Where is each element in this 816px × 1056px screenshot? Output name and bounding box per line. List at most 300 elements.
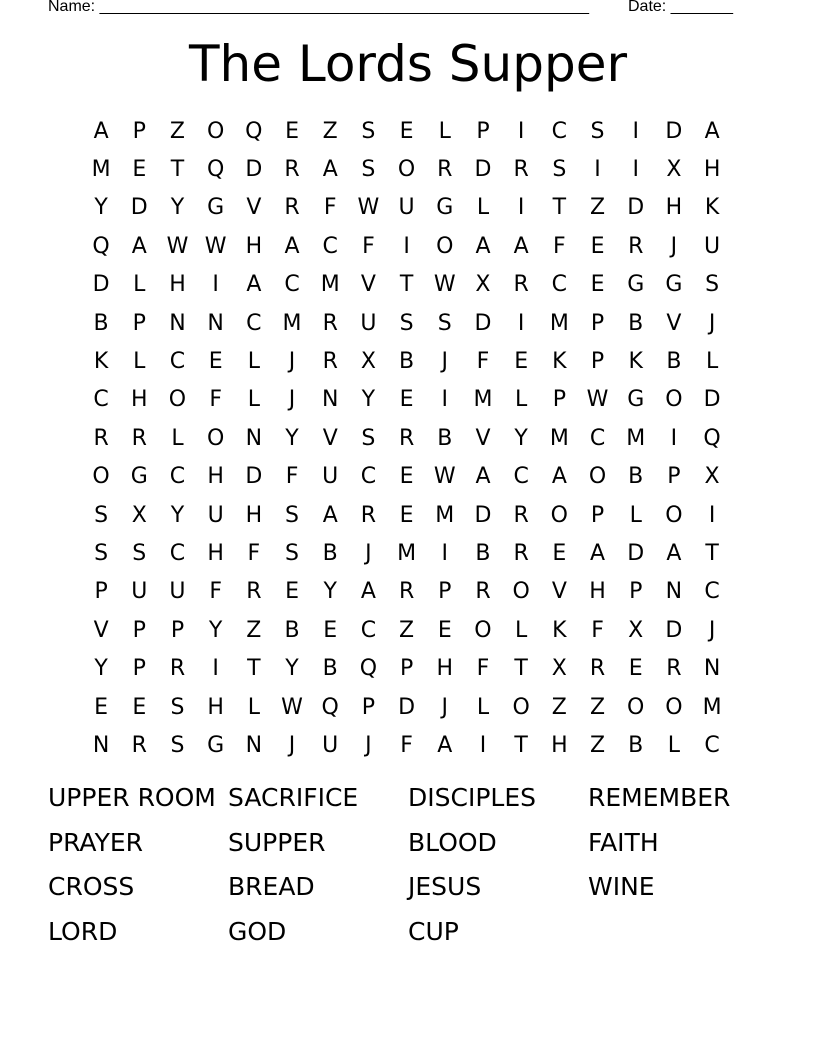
- word-list-item: REMEMBER: [588, 783, 731, 812]
- grid-cell: O: [588, 464, 607, 490]
- grid-cell: Q: [206, 157, 225, 183]
- grid-cell: P: [132, 617, 146, 643]
- grid-cell: P: [170, 617, 185, 643]
- grid-cell: I: [632, 118, 639, 144]
- grid-cell: I: [212, 656, 219, 682]
- grid-cell: L: [133, 349, 146, 375]
- grid-row: [82, 381, 731, 419]
- grid-cell: I: [441, 387, 449, 413]
- grid-cell: D: [245, 157, 263, 183]
- grid-cell: C: [704, 579, 720, 605]
- grid-cell: M: [626, 425, 646, 451]
- grid-cell: I: [212, 272, 219, 298]
- grid-cell: C: [322, 233, 338, 259]
- grid-cell: M: [397, 540, 417, 566]
- grid-cell: J: [288, 732, 296, 758]
- grid-row: [82, 304, 731, 342]
- word-list: [48, 780, 768, 958]
- grid-cell: M: [320, 272, 340, 298]
- grid-cell: L: [171, 425, 184, 451]
- grid-cell: Z: [551, 694, 567, 720]
- grid-cell: D: [665, 118, 683, 144]
- grid-cell: N: [207, 310, 224, 336]
- grid-cell: B: [93, 310, 109, 336]
- grid-cell: B: [322, 540, 338, 566]
- grid-cell: K: [552, 617, 567, 643]
- grid-row: [82, 573, 731, 611]
- grid-cell: B: [628, 732, 644, 758]
- grid-cell: N: [321, 387, 339, 413]
- grid-cell: H: [207, 694, 224, 720]
- grid-cell: E: [132, 157, 147, 183]
- word-list-item: UPPER ROOM: [48, 783, 216, 812]
- grid-cell: U: [131, 579, 148, 605]
- grid-cell: S: [399, 310, 414, 336]
- grid-cell: B: [437, 425, 453, 451]
- page-title: The Lords Supper: [188, 35, 628, 93]
- word-list-item: FAITH: [588, 827, 659, 857]
- grid-cell: Z: [589, 732, 606, 758]
- grid-cell: A: [93, 118, 109, 144]
- grid-cell: L: [476, 694, 490, 720]
- grid-cell: D: [130, 195, 148, 221]
- grid-cell: V: [93, 617, 109, 643]
- grid-cell: D: [398, 694, 416, 720]
- grid-cell: A: [475, 233, 491, 259]
- grid-cell: F: [209, 579, 222, 605]
- grid-cell: R: [284, 195, 300, 221]
- grid-cell: A: [437, 732, 453, 758]
- grid-cell: H: [551, 732, 568, 758]
- grid-cell: H: [169, 272, 186, 298]
- grid-cell: D: [92, 272, 110, 298]
- grid-cell: S: [170, 732, 185, 758]
- grid-cell: Z: [589, 694, 606, 720]
- grid-cell: C: [284, 272, 300, 298]
- grid-cell: E: [94, 694, 109, 720]
- grid-cell: O: [168, 387, 187, 413]
- grid-cell: E: [285, 579, 299, 605]
- grid-cell: S: [285, 540, 300, 566]
- grid-cell: O: [665, 387, 683, 413]
- grid-cell: R: [589, 656, 606, 682]
- grid-cell: A: [590, 540, 606, 566]
- grid-row: [82, 458, 731, 496]
- grid-cell: R: [513, 157, 529, 183]
- grid-cell: L: [247, 387, 260, 413]
- grid-cell: E: [399, 502, 414, 528]
- grid-cell: F: [362, 233, 375, 259]
- grid-cell: R: [131, 425, 147, 451]
- grid-cell: X: [551, 656, 567, 682]
- grid-cell: A: [360, 579, 376, 605]
- grid-cell: P: [438, 579, 452, 605]
- grid-cell: V: [246, 195, 262, 221]
- grid-cell: L: [476, 195, 490, 221]
- grid-cell: N: [245, 732, 263, 758]
- grid-cell: F: [400, 732, 413, 758]
- grid-cell: M: [91, 157, 111, 183]
- word-list-item: GOD: [228, 916, 287, 946]
- grid-cell: O: [512, 694, 530, 720]
- grid-cell: E: [208, 349, 223, 375]
- grid-cell: A: [246, 272, 262, 298]
- grid-cell: B: [666, 349, 682, 375]
- grid-cell: T: [705, 540, 719, 566]
- grid-cell: Q: [703, 425, 721, 451]
- grid-cell: R: [322, 349, 338, 375]
- grid-row: [82, 150, 731, 188]
- grid-cell: B: [322, 656, 338, 682]
- grid-cell: A: [666, 540, 682, 566]
- grid-cell: S: [94, 502, 109, 528]
- grid-cell: A: [513, 233, 529, 259]
- grid-cell: V: [475, 425, 491, 451]
- grid-cell: E: [399, 118, 414, 144]
- grid-cell: S: [590, 118, 605, 144]
- grid-cell: D: [627, 195, 645, 221]
- grid-cell: O: [206, 118, 225, 144]
- grid-cell: I: [517, 310, 525, 336]
- grid-cell: O: [627, 694, 645, 720]
- grid-cell: Z: [399, 617, 415, 643]
- grid-cell: C: [169, 540, 186, 566]
- grid-cell: S: [705, 272, 720, 298]
- grid-cell: O: [92, 464, 110, 490]
- grid-cell: F: [209, 387, 222, 413]
- grid-cell: N: [92, 732, 110, 758]
- grid-cell: R: [246, 579, 262, 605]
- grid-cell: J: [441, 694, 449, 720]
- grid-cell: S: [132, 540, 147, 566]
- grid-cell: N: [703, 656, 721, 682]
- grid-cell: S: [361, 425, 376, 451]
- grid-cell: I: [517, 195, 525, 221]
- grid-cell: C: [169, 464, 186, 490]
- grid-cell: L: [515, 387, 528, 413]
- grid-cell: I: [441, 540, 449, 566]
- grid-cell: M: [549, 425, 569, 451]
- grid-cell: L: [438, 118, 451, 144]
- grid-cell: C: [360, 464, 377, 490]
- grid-cell: C: [551, 118, 568, 144]
- grid-cell: X: [360, 349, 376, 375]
- grid-cell: J: [708, 310, 716, 336]
- grid-cell: S: [361, 118, 376, 144]
- grid-cell: U: [704, 233, 721, 259]
- grid-cell: L: [515, 617, 528, 643]
- grid-cell: K: [628, 349, 643, 375]
- grid-cell: R: [628, 233, 644, 259]
- grid-cell: A: [475, 464, 491, 490]
- grid-cell: Z: [169, 118, 185, 144]
- grid-cell: J: [365, 732, 372, 758]
- header: [48, 0, 733, 16]
- grid-cell: S: [285, 502, 300, 528]
- grid-row: [82, 227, 731, 265]
- grid-cell: U: [207, 502, 224, 528]
- grid-row: [82, 266, 731, 304]
- grid-cell: B: [284, 617, 300, 643]
- grid-cell: E: [590, 272, 605, 298]
- grid-cell: A: [551, 464, 567, 490]
- grid-cell: P: [94, 579, 108, 605]
- grid-cell: E: [628, 656, 643, 682]
- grid-cell: P: [132, 310, 146, 336]
- grid-cell: Y: [285, 656, 299, 682]
- grid-cell: L: [133, 272, 146, 298]
- grid-cell: L: [247, 694, 260, 720]
- grid-cell: D: [474, 310, 492, 336]
- grid-cell: W: [357, 195, 380, 221]
- grid-cell: F: [285, 464, 299, 490]
- grid-cell: G: [627, 272, 645, 298]
- grid-cell: E: [590, 233, 605, 259]
- grid-cell: E: [285, 118, 299, 144]
- grid-cell: F: [476, 349, 490, 375]
- grid-row: [82, 342, 731, 380]
- grid-cell: T: [247, 656, 261, 682]
- grid-cell: A: [131, 233, 147, 259]
- grid-cell: S: [552, 157, 567, 183]
- grid-cell: R: [322, 310, 338, 336]
- grid-cell: P: [667, 464, 681, 490]
- grid-cell: Y: [94, 656, 108, 682]
- grid-cell: Y: [170, 502, 185, 528]
- grid-cell: Y: [208, 617, 223, 643]
- grid-cell: H: [207, 540, 224, 566]
- grid-cell: C: [704, 732, 720, 758]
- grid-cell: R: [360, 502, 377, 528]
- grid-cell: H: [665, 195, 683, 221]
- grid-cell: R: [131, 732, 147, 758]
- grid-cell: X: [131, 502, 147, 528]
- grid-cell: J: [708, 617, 716, 643]
- grid-cell: T: [514, 656, 528, 682]
- grid-cell: J: [288, 349, 296, 375]
- word-list-item: JESUS: [408, 872, 482, 901]
- grid-cell: W: [166, 233, 189, 259]
- grid-row: [82, 726, 731, 764]
- grid-cell: M: [702, 694, 722, 720]
- grid-cell: O: [665, 502, 683, 528]
- grid-cell: G: [207, 195, 225, 221]
- grid-cell: H: [589, 579, 606, 605]
- grid-cell: Z: [322, 118, 338, 144]
- word-list-item: DISCIPLES: [408, 783, 536, 812]
- grid-cell: R: [169, 656, 186, 682]
- grid-row: [82, 534, 731, 572]
- grid-cell: L: [629, 502, 642, 528]
- grid-cell: V: [551, 579, 567, 605]
- grid-cell: E: [514, 349, 529, 375]
- grid-cell: R: [513, 502, 529, 528]
- grid-cell: M: [435, 502, 455, 528]
- grid-cell: H: [245, 502, 263, 528]
- grid-cell: O: [512, 579, 530, 605]
- grid-cell: A: [322, 502, 338, 528]
- grid-cell: F: [323, 195, 337, 221]
- grid-cell: A: [322, 157, 338, 183]
- grid-cell: A: [284, 233, 300, 259]
- grid-row: [82, 611, 731, 649]
- grid-cell: P: [590, 310, 605, 336]
- grid-cell: W: [204, 233, 227, 259]
- grid-cell: C: [513, 464, 529, 490]
- grid-cell: H: [207, 464, 224, 490]
- grid-row: [82, 496, 731, 534]
- grid-cell: S: [94, 540, 109, 566]
- grid-cell: C: [93, 387, 109, 413]
- grid-cell: V: [322, 425, 338, 451]
- grid-cell: F: [476, 656, 490, 682]
- grid-cell: L: [705, 349, 719, 375]
- grid-cell: P: [476, 118, 490, 144]
- grid-cell: C: [246, 310, 262, 336]
- grid-cell: H: [703, 157, 721, 183]
- grid-cell: M: [549, 310, 569, 336]
- grid-cell: O: [550, 502, 568, 528]
- grid-cell: P: [132, 656, 146, 682]
- grid-cell: Y: [170, 195, 185, 221]
- grid-cell: Q: [92, 233, 110, 259]
- grid-cell: I: [670, 425, 678, 451]
- grid-cell: Y: [323, 579, 337, 605]
- grid-cell: Y: [285, 425, 299, 451]
- grid-cell: B: [628, 464, 644, 490]
- grid-row: [82, 189, 731, 227]
- grid-cell: N: [169, 310, 186, 336]
- grid-cell: D: [474, 502, 492, 528]
- grid-cell: H: [245, 233, 263, 259]
- grid-cell: D: [703, 387, 721, 413]
- word-list-item: SACRIFICE: [228, 783, 359, 812]
- grid-cell: Z: [589, 195, 606, 221]
- grid-cell: O: [474, 617, 492, 643]
- grid-cell: E: [323, 617, 338, 643]
- letter-grid: [82, 112, 731, 765]
- grid-cell: H: [436, 656, 454, 682]
- grid-cell: K: [93, 349, 109, 375]
- grid-cell: P: [629, 579, 643, 605]
- grid-cell: N: [245, 425, 263, 451]
- grid-cell: T: [514, 732, 528, 758]
- grid-cell: E: [399, 387, 414, 413]
- grid-cell: P: [132, 118, 146, 144]
- word-list-item: BREAD: [228, 872, 315, 901]
- grid-cell: S: [361, 157, 376, 183]
- grid-cell: I: [403, 233, 410, 259]
- grid-cell: P: [399, 656, 414, 682]
- grid-cell: I: [708, 502, 716, 528]
- date-field-label: Date: _______: [628, 0, 733, 15]
- name-field-label: Name: _______________________________________________________: [48, 0, 589, 15]
- word-list-item: SUPPER: [228, 827, 326, 857]
- grid-cell: G: [627, 387, 645, 413]
- grid-cell: B: [628, 310, 644, 336]
- grid-cell: R: [284, 157, 300, 183]
- grid-cell: T: [399, 272, 414, 298]
- word-list-item: CUP: [408, 916, 459, 946]
- grid-cell: J: [670, 233, 678, 259]
- grid-cell: X: [475, 272, 491, 298]
- grid-cell: O: [436, 233, 454, 259]
- word-list-item: WINE: [588, 872, 655, 901]
- grid-cell: Y: [94, 195, 108, 221]
- grid-cell: X: [704, 464, 720, 490]
- grid-cell: Q: [321, 694, 339, 720]
- grid-cell: P: [590, 502, 605, 528]
- grid-cell: D: [665, 617, 683, 643]
- word-list-item: LORD: [48, 916, 118, 946]
- grid-cell: J: [365, 540, 372, 566]
- grid-cell: G: [207, 732, 225, 758]
- grid-cell: O: [206, 425, 225, 451]
- grid-cell: U: [360, 310, 377, 336]
- word-list-item: BLOOD: [408, 827, 497, 857]
- grid-cell: V: [666, 310, 682, 336]
- grid-cell: A: [704, 118, 720, 144]
- grid-cell: Z: [246, 617, 262, 643]
- grid-cell: R: [93, 425, 109, 451]
- grid-cell: U: [398, 195, 415, 221]
- grid-cell: G: [130, 464, 148, 490]
- grid-row: [82, 419, 731, 457]
- grid-cell: P: [552, 387, 566, 413]
- grid-cell: R: [437, 157, 453, 183]
- grid-cell: U: [322, 732, 339, 758]
- grid-cell: F: [591, 617, 604, 643]
- grid-cell: S: [170, 694, 185, 720]
- grid-cell: E: [399, 464, 414, 490]
- grid-cell: W: [433, 272, 456, 298]
- grid-cell: Q: [359, 656, 378, 682]
- grid-cell: N: [665, 579, 683, 605]
- grid-cell: U: [322, 464, 339, 490]
- grid-cell: E: [132, 694, 147, 720]
- grid-cell: P: [590, 349, 605, 375]
- grid-cell: M: [473, 387, 493, 413]
- word-list-item: PRAYER: [48, 827, 144, 857]
- grid-cell: I: [517, 118, 525, 144]
- grid-cell: K: [704, 195, 720, 221]
- grid-cell: Y: [361, 387, 376, 413]
- grid-cell: S: [437, 310, 452, 336]
- grid-cell: C: [551, 272, 568, 298]
- grid-cell: E: [552, 540, 567, 566]
- grid-cell: V: [360, 272, 376, 298]
- grid-cell: H: [131, 387, 148, 413]
- grid-cell: T: [552, 195, 567, 221]
- grid-cell: F: [247, 540, 261, 566]
- grid-cell: B: [399, 349, 415, 375]
- grid-cell: Q: [245, 118, 263, 144]
- grid-cell: L: [667, 732, 681, 758]
- grid-cell: P: [361, 694, 376, 720]
- grid-row: [82, 649, 731, 687]
- grid-cell: C: [589, 425, 606, 451]
- grid-cell: G: [665, 272, 683, 298]
- grid-cell: G: [436, 195, 454, 221]
- grid-cell: L: [247, 349, 260, 375]
- grid-cell: X: [666, 157, 682, 183]
- grid-row: [82, 112, 731, 150]
- grid-cell: I: [594, 157, 601, 183]
- grid-cell: O: [665, 694, 683, 720]
- grid-cell: I: [479, 732, 487, 758]
- grid-cell: C: [169, 349, 186, 375]
- grid-cell: B: [475, 540, 491, 566]
